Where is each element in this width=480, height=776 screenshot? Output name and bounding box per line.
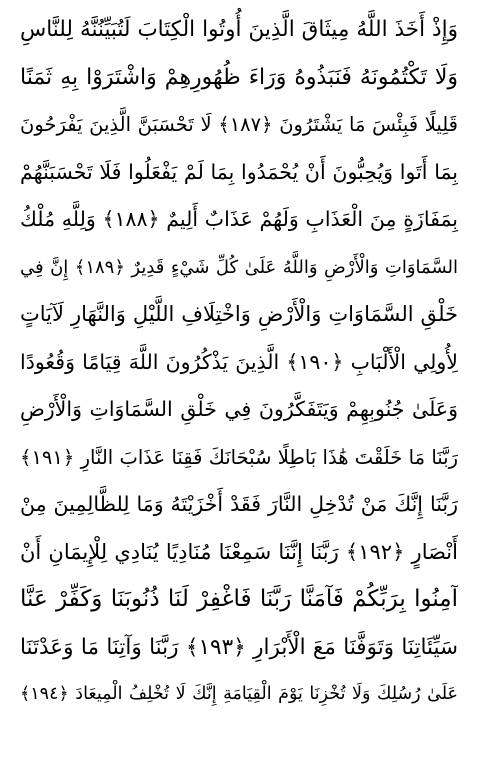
text-line-1: وَإِذْ أَخَذَ اللَّهُ مِيثَاقَ الَّذِينَ أُوتُوا الْكِتَابَ لَتُبَيِّنُنَّهُ لِلنَّاسِ <box>20 17 458 42</box>
text-line-10: رَبَّنَا مَا خَلَقْتَ هَٰذَا بَاطِلًا سُبْحَانَكَ فَقِنَا عَذَابَ النَّارِ ﴿١٩١﴾ <box>20 445 458 469</box>
text-line-4: بِمَا أَتَوا وَيُحِبُّونَ أَنْ يُحْمَدُوا بِمَا لَمْ يَفْعَلُوا فَلَا تَحْسَبَنَّهُمْ <box>20 159 458 184</box>
text-line-12: أَنْصَارٍ ﴿١٩٢﴾ رَبَّنَا إِنَّنَا سَمِعْنَا مُنَادِيًا يُنَادِي لِلْإِيمَانِ أَنْ <box>20 539 458 564</box>
text-line-15: عَلَىٰ رُسُلِكَ وَلَا تُخْزِنَا يَوْمَ الْقِيَامَةِ إِنَّكَ لَا تُخْلِفُ الْمِيعَادَ ﴿١٩٤﴾ <box>20 684 458 704</box>
text-line-2: وَلَا تَكْتُمُونَهُ فَنَبَذُوهُ وَرَاءَ ظُهُورِهِمْ وَاشْتَرَوْا بِهِ ثَمَنًا <box>20 64 458 90</box>
text-line-9: وَعَلَىٰ جُنُوبِهِمْ وَيَتَفَكَّرُونَ فِي خَلْقِ السَّمَاوَاتِ وَالْأَرْضِ <box>20 397 458 421</box>
text-line-6: السَّمَاوَاتِ وَالْأَرْضِ وَاللَّهُ عَلَىٰ كُلِّ شَيْءٍ قَدِيرٌ ﴿١٨٩﴾ إِنَّ فِي <box>20 256 458 278</box>
text-line-8: لِأُولِي الْأَلْبَابِ ﴿١٩٠﴾ الَّذِينَ يَذْكُرُونَ اللَّهَ قِيَامًا وَقُعُودًا <box>20 349 458 374</box>
text-line-14: سَيِّئَاتِنَا وَتَوَفَّنَا مَعَ الْأَبْرَارِ ﴿١٩٣﴾ رَبَّنَا وَآتِنَا مَا وَعَدْتَنَا <box>20 634 458 660</box>
text-line-7: خَلْقِ السَّمَاوَاتِ وَالْأَرْضِ وَاخْتِلَافِ اللَّيْلِ وَالنَّهَارِ لَآيَاتٍ <box>20 302 458 326</box>
text-line-3: قَلِيلًا فَبِئْسَ مَا يَشْتَرُونَ ﴿١٨٧﴾ لَا تَحْسَبَنَّ الَّذِينَ يَفْرَحُونَ <box>20 113 458 136</box>
text-line-13: آمِنُوا بِرَبِّكُمْ فَآمَنَّا رَبَّنَا فَاغْفِرْ لَنَا ذُنُوبَنَا وَكَفِّرْ عَنَّا <box>20 586 458 612</box>
text-line-5: بِمَفَازَةٍ مِنَ الْعَذَابِ وَلَهُمْ عَذَابٌ أَلِيمٌ ﴿١٨٨﴾ وَلِلَّهِ مُلْكُ <box>20 207 458 231</box>
text-line-11: رَبَّنَا إِنَّكَ مَنْ تُدْخِلِ النَّارَ فَقَدْ أَخْزَيْتَهُ وَمَا لِلظَّالِمِينَ مِنْ <box>20 492 458 516</box>
